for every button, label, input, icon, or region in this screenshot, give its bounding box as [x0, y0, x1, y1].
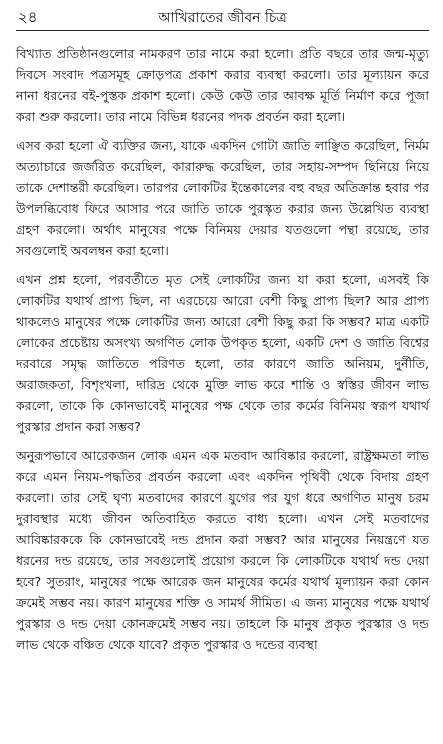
running-title: আখিরাতের জীবন চিত্র [158, 10, 287, 26]
paragraph: বিখ্যাত প্রতিষ্ঠানগুলোর নামকরণ তার নামে করা হলো। প্রতি বছরে তার জন্ম-মৃত্যু দিবসে সংবাদ পত্রসমূহ ক্রোড়পত্র প্রকাশ করার ব্যবস্থা করলো। তার মূল্যায়ন করে নানা ধরনের বই-পুস্তক প্রকাশ হলো। কেউ কেউ তার আবক্ষ মূর্তি নির্মাণ করে পূজা করা শুরু করলো। তার নামে বিভিন্ন ধরনের পদক প্রবর্তন করা হলো। [16, 46, 429, 124]
paragraph: এখন প্রশ্ন হলো, পরবর্তীতে মৃত সেই লোকটির জন্য যা করা হলো, এসবই কি লোকটির যথার্থ প্রাপ্য ছিল, না এরচেয়ে আরো বেশী কিছু প্রাপ্য ছিল? আর প্রাপ্য থাকলেও মানুষের পক্ষে লোকটির জন্য আরো বেশী কিছু করা কি সম্ভব? মাত্র একটি লোকের প্রচেষ্টায় অসংখ্য অগণিত লোক উপকৃত হলো, একটি দেশ ও জাতি বিশ্বের দরবারে সমৃদ্ধ জাতিতে পরিণত হলো, তার কারণে জাতি অনিয়ম, দুর্নীতি, অরাজকতা, বিশৃংখলা, দারিদ্র থেকে মুক্তি লাভ করে শান্তি ও স্বস্তির জীবন লাভ করলো, তাকে কি কোনভাবেই মানুষের পক্ষ থেকে তার কর্মের বিনিময় স্বরূপ যথার্থ পুরস্কার প্রদান করা সম্ভব? [16, 272, 429, 434]
page-header [16, 0, 429, 31]
paragraph: এসব করা হলো ঐ ব্যক্তির জন্য, যাকে একদিন গোটা জাতি লাঞ্ছিত করেছিল, নির্মম অত্যাচারে জর্জরিত করেছিল, কারারুদ্ধ করেছিল, তার সহায়-সম্পদ ছিনিয়ে নিয়ে তাকে দেশান্তরী করেছিল। তারপর লোকটির ইন্তেকালের বহু বছর অতিক্রান্ত হবার পর উপলব্ধিবোধ ফিরে আসার পরে জাতি তাকে পুরস্কৃত করার জন্য উল্লেখিত ব্যবস্থা গ্রহণ করলো। অর্থাৎ মানুষের পক্ষে বিনিময় দেয়ার যতগুলো পন্থা রয়েছে, তার সবগুলোই অবলম্বন করা হলো। [16, 138, 429, 258]
page-number: ২৪ [18, 8, 38, 26]
paragraph: অনুরূপভাবে আরেকজন লোক এমন এক মতবাদ আবিষ্কার করলো, রাষ্ট্রক্ষমতা লাভ করে এমন নিয়ম-পদ্ধতির প্রবর্তন করলো এবং একদিন পৃথিবী থেকে বিদায় গ্রহণ করলো। তার সেই ঘৃণ্য মতবাদের কারণে যুগের পর যুগ ধরে অগণিত মানুষ চরম দুরাবস্থার মধ্যে জীবন অতিবাহিত করতে বাধ্য হলো। এখন সেই মতবাদের আবিষ্কারককে কি কোনভাবেই দন্ড প্রদান করা সম্ভব? আর মানুষের নিয়ন্ত্রণে যত ধরনের দন্ড রয়েছে, তার সবগুলোই প্রয়োগ করলে কি লোকটিকে যথার্থ দন্ড দেয়া হবে? সুতরাং, মানুষের পক্ষে আরেক জন মানুষের কর্মের যথার্থ মূল্যায়ন করা কোন ক্রমেই সম্ভব নয়। কারণ মানুষের শক্তি ও সামর্থ সীমিত। এ জন্য মানুষের পক্ষে যথার্থ পুরস্কার ও দন্ড দেয়া কোনক্রমেই সম্ভব নয়। তাহলে কি মানুষ প্রকৃত পুরস্কার ও দন্ড লাভ থেকে বঞ্চিত থেকে যাবে? প্রকৃত পুরস্কার ও দন্ডের ব্যবস্থা [16, 448, 429, 652]
body-text [16, 43, 429, 655]
